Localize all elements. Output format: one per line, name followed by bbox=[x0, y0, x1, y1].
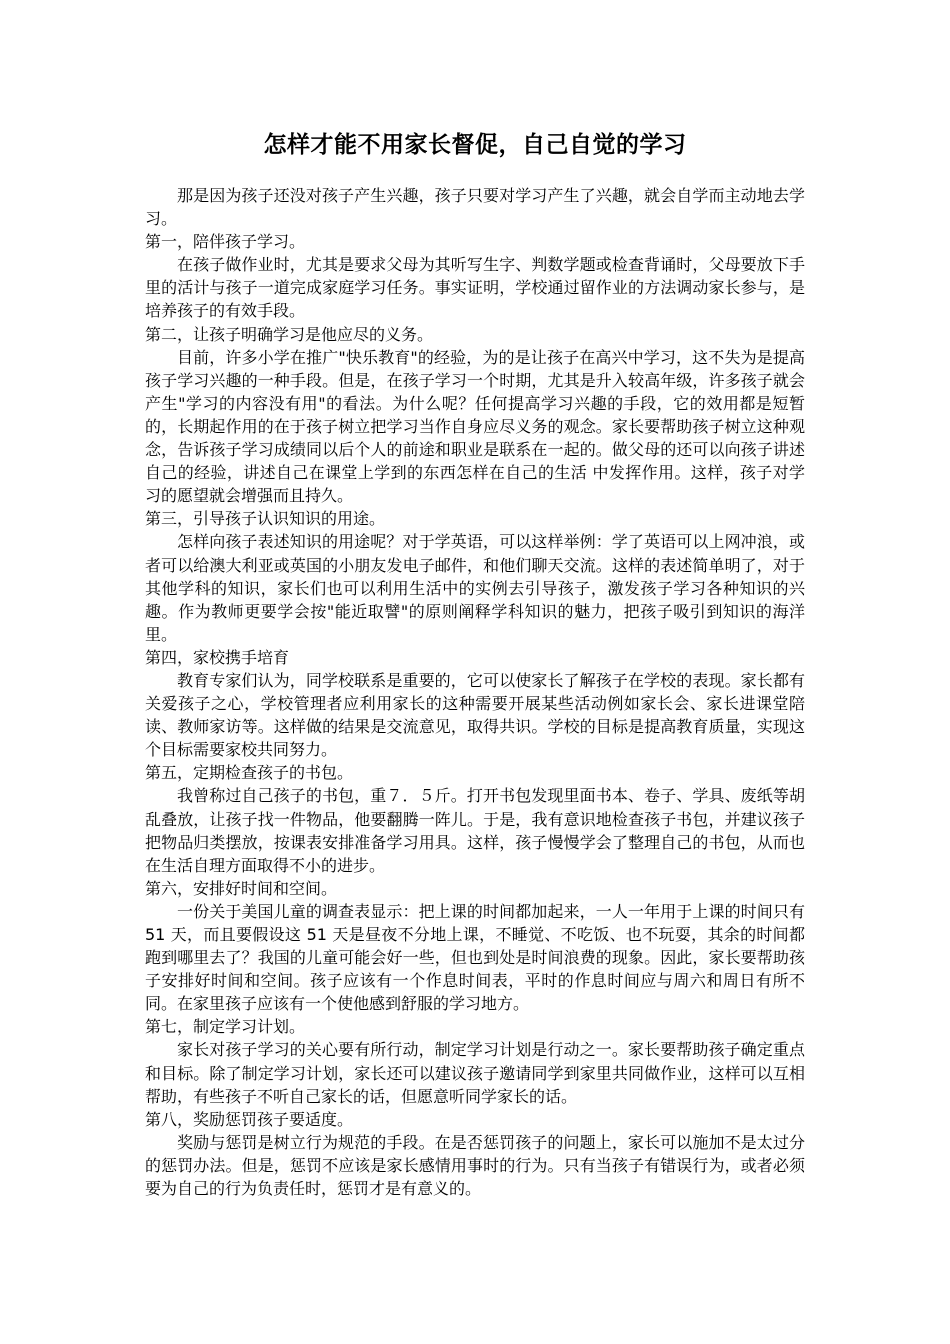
document-title: 怎样才能不用家长督促，自己自觉的学习 bbox=[263, 132, 687, 158]
document-page bbox=[145, 128, 805, 1200]
body-paragraph: 目前，许多小学在推广"快乐教育"的经验，为的是让孩子在高兴中学习，这不失为是提高孩子学习兴趣的一种手段。但是，在孩子学习一个时期，尤其是升入较高年级，许多孩子就会产生"学习的内容没有用"的看法。为什么呢？任何提高学习兴趣的手段，它的效用都是短暂的，长期起作用的在于孩子树立把学习当作自身应尽义务的观念。家长要帮助孩子树立这种观念，告诉孩子学习成绩同以后个人的前途和职业是联系在一起的。做父母的还可以向孩子讲述自己的经验，讲述自己在课堂上学到的东西怎样在自己的生活 中发挥作用。这样，孩子对学习的愿望就会增强而且持久。 bbox=[145, 347, 805, 506]
body-paragraph: 怎样向孩子表述知识的用途呢？对于学英语，可以这样举例：学了英语可以上网冲浪，或者可以给澳大利亚或英国的小朋友发电子邮件，和他们聊天交流。这样的表述简单明了，对于其他学科的知识，家长们也可以利用生活中的实例去引导孩子，激发孩子学习各种知识的兴趣。作为教师更要学会按"能近取譬"的原则阐释学科知识的魅力，把孩子吸引到知识的海洋里。 bbox=[145, 532, 805, 644]
body-paragraph: 奖励与惩罚是树立行为规范的手段。在是否惩罚孩子的问题上，家长可以施加不是太过分的惩罚办法。但是，惩罚不应该是家长感情用事时的行为。只有当孩子有错误行为，或者必须要为自己的行为负责任时，惩罚才是有意义的。 bbox=[145, 1132, 805, 1199]
section-heading: 第三，引导孩子认识知识的用途。 bbox=[145, 509, 386, 529]
section-heading: 第七，制定学习计划。 bbox=[145, 1017, 306, 1037]
document-body bbox=[145, 184, 805, 1200]
body-paragraph: 家长对孩子学习的关心要有所行动，制定学习计划是行动之一。家长要帮助孩子确定重点和目标。除了制定学习计划，家长还可以建议孩子邀请同学到家里共同做作业，这样可以互相帮助，有些孩子不听自己家长的话，但愿意听同学家长的话。 bbox=[145, 1040, 805, 1106]
body-paragraph: 一份关于美国儿童的调查表显示：把上课的时间都加起来，一人一年用于上课的时间只有 51 天，而且要假设这 51 天是昼夜不分地上课，不睡觉、不吃饭、也不玩耍，其余的时间都跑到哪里去了？我国的儿童可能会好一些，但也到处是时间浪费的现象。因此，家长要帮助孩子安排好时间和空间。孩子应该有一个作息时间表，平时的作息时间应与周六和周日有所不同。在家里孩子应该有一个使他感到舒服的学习地方。 bbox=[145, 901, 805, 1014]
body-paragraph: 教育专家们认为，同学校联系是重要的，它可以使家长了解孩子在学校的表现。家长都有关爱孩子之心，学校管理者应利用家长的这种需要开展某些活动例如家长会、家长进课堂陪读、教师家访等。这样做的结果是交流意见，取得共识。学校的目标是提高教育质量，实现这个目标需要家校共同努力。 bbox=[145, 670, 805, 760]
section-heading: 第一，陪伴孩子学习。 bbox=[145, 232, 306, 252]
body-paragraph: 那是因为孩子还没对孩子产生兴趣，孩子只要对学习产生了兴趣，就会自学而主动地去学习。 bbox=[145, 186, 805, 229]
body-paragraph: 在孩子做作业时，尤其是要求父母为其听写生字、判数学题或检查背诵时，父母要放下手里的活计与孩子一道完成家庭学习任务。事实证明，学校通过留作业的方法调动家长参与，是培养孩子的有效手段。 bbox=[145, 255, 805, 321]
section-heading: 第四，家校携手培育 bbox=[145, 647, 290, 667]
body-paragraph: 我曾称过自己孩子的书包，重７．５斤。打开书包发现里面书本、卷子、学具、废纸等胡乱叠放，让孩子找一件物品，他要翻腾一阵儿。于是，我有意识地检查孩子书包，并建议孩子把物品归类摆放，按课表安排准备学习用具。这样，孩子慢慢学会了整理自己的书包，从而也在生活自理方面取得不小的进步。 bbox=[145, 786, 805, 875]
section-heading: 第六，安排好时间和空间。 bbox=[145, 878, 338, 898]
section-heading: 第二，让孩子明确学习是他应尽的义务。 bbox=[145, 324, 434, 344]
section-heading: 第八，奖励惩罚孩子要适度。 bbox=[145, 1109, 354, 1129]
section-heading: 第五，定期检查孩子的书包。 bbox=[145, 763, 354, 783]
